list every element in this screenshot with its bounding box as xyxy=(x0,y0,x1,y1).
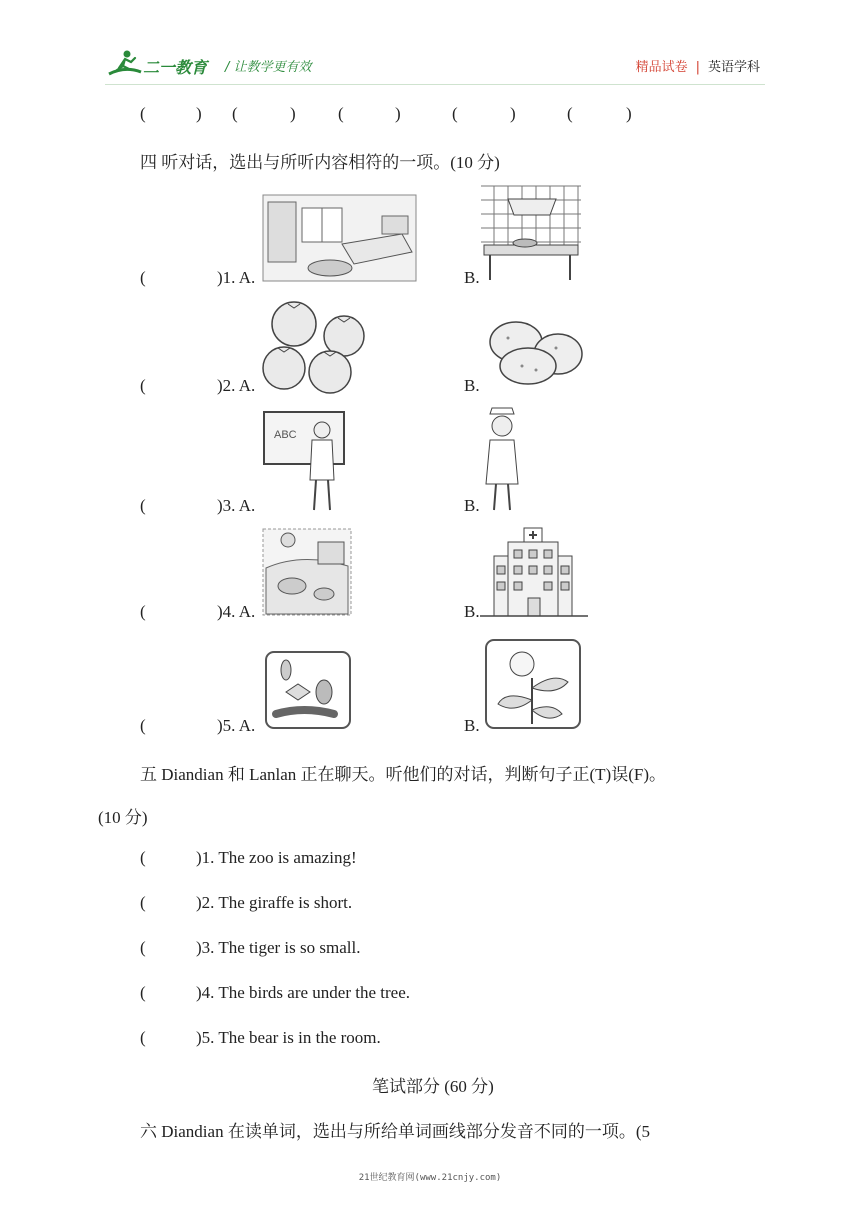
paren-close: ) xyxy=(196,104,202,123)
header-separator: | xyxy=(695,60,700,75)
svg-text:ABC: ABC xyxy=(274,429,297,441)
q4-3-paren: ( xyxy=(140,496,146,515)
q4-3-number: )3. A. xyxy=(217,496,256,515)
paren-close: ) xyxy=(395,104,401,123)
q5-4-text: )4. The birds are under the tree. xyxy=(196,983,410,1002)
section-5-title: 五 Diandian 和 Lanlan 正在聊天。听他们的对话，判断句子正(T)误(F)。 xyxy=(140,765,666,784)
header-divider xyxy=(105,84,765,85)
q4-2-paren: ( xyxy=(140,376,146,395)
q4-5-option-b: B. xyxy=(464,716,480,735)
paren-open: ( xyxy=(140,104,146,123)
q5-3-text: )3. The tiger is so small. xyxy=(196,938,361,957)
section-5-title-cont: (10 分) xyxy=(98,808,148,827)
kitchen-icon xyxy=(480,185,582,281)
brand-slogan: / 让教学更有效 xyxy=(225,60,312,75)
q4-1-paren: ( xyxy=(140,268,146,287)
q4-4-option-b: B. xyxy=(464,602,480,621)
q4-5-number: )5. A. xyxy=(217,716,256,735)
q5-2-paren: ( xyxy=(140,893,146,912)
q5-5-paren: ( xyxy=(140,1028,146,1047)
q4-4-number: )4. A. xyxy=(217,602,256,621)
paren-open: ( xyxy=(452,104,458,123)
paren-open: ( xyxy=(338,104,344,123)
potatoes-icon xyxy=(486,318,586,386)
q5-5-text: )5. The bear is in the room. xyxy=(196,1028,381,1047)
q4-4-paren: ( xyxy=(140,602,146,621)
hospital-icon xyxy=(480,526,588,618)
farm-icon xyxy=(262,528,352,616)
page-footer: 21世纪教育网(www.21cnjy.com) xyxy=(358,1173,502,1183)
q4-1-option-b: B. xyxy=(464,268,480,287)
cotton-plant-icon xyxy=(484,638,582,730)
paren-close: ) xyxy=(290,104,296,123)
paren-open: ( xyxy=(232,104,238,123)
paren-close: ) xyxy=(626,104,632,123)
teacher-icon xyxy=(262,410,346,514)
q4-2-number: )2. A. xyxy=(217,376,256,395)
q4-3-option-b: B. xyxy=(464,496,480,515)
section-6-title: 六 Diandian 在读单词，选出与所给单词画线部分发音不同的一项。(5 xyxy=(140,1122,650,1141)
paren-open: ( xyxy=(567,104,573,123)
header-right xyxy=(636,56,760,75)
q5-1-paren: ( xyxy=(140,848,146,867)
nurse-icon xyxy=(482,406,522,512)
paren-close: ) xyxy=(510,104,516,123)
q5-1-text: )1. The zoo is amazing! xyxy=(196,848,357,867)
section-4-title: 四 听对话，选出与所听内容相符的一项。(10 分) xyxy=(140,153,500,172)
silkworm-lifecycle-icon xyxy=(264,650,352,730)
subject-label: 英语学科 xyxy=(707,60,760,75)
q4-2-option-b: B. xyxy=(464,376,480,395)
q5-3-paren: ( xyxy=(140,938,146,957)
q5-2-text: )2. The giraffe is short. xyxy=(196,893,353,912)
q4-1-number: )1. A. xyxy=(217,268,256,287)
brand-name: 二一教育 xyxy=(143,58,208,77)
bedroom-icon xyxy=(262,194,417,282)
q4-5-paren: ( xyxy=(140,716,146,735)
tomatoes-icon xyxy=(260,298,372,394)
paper-type-label: 精品试卷 xyxy=(635,60,688,75)
written-part-heading: 笔试部分 (60 分) xyxy=(372,1077,494,1096)
q5-4-paren: ( xyxy=(140,983,146,1002)
